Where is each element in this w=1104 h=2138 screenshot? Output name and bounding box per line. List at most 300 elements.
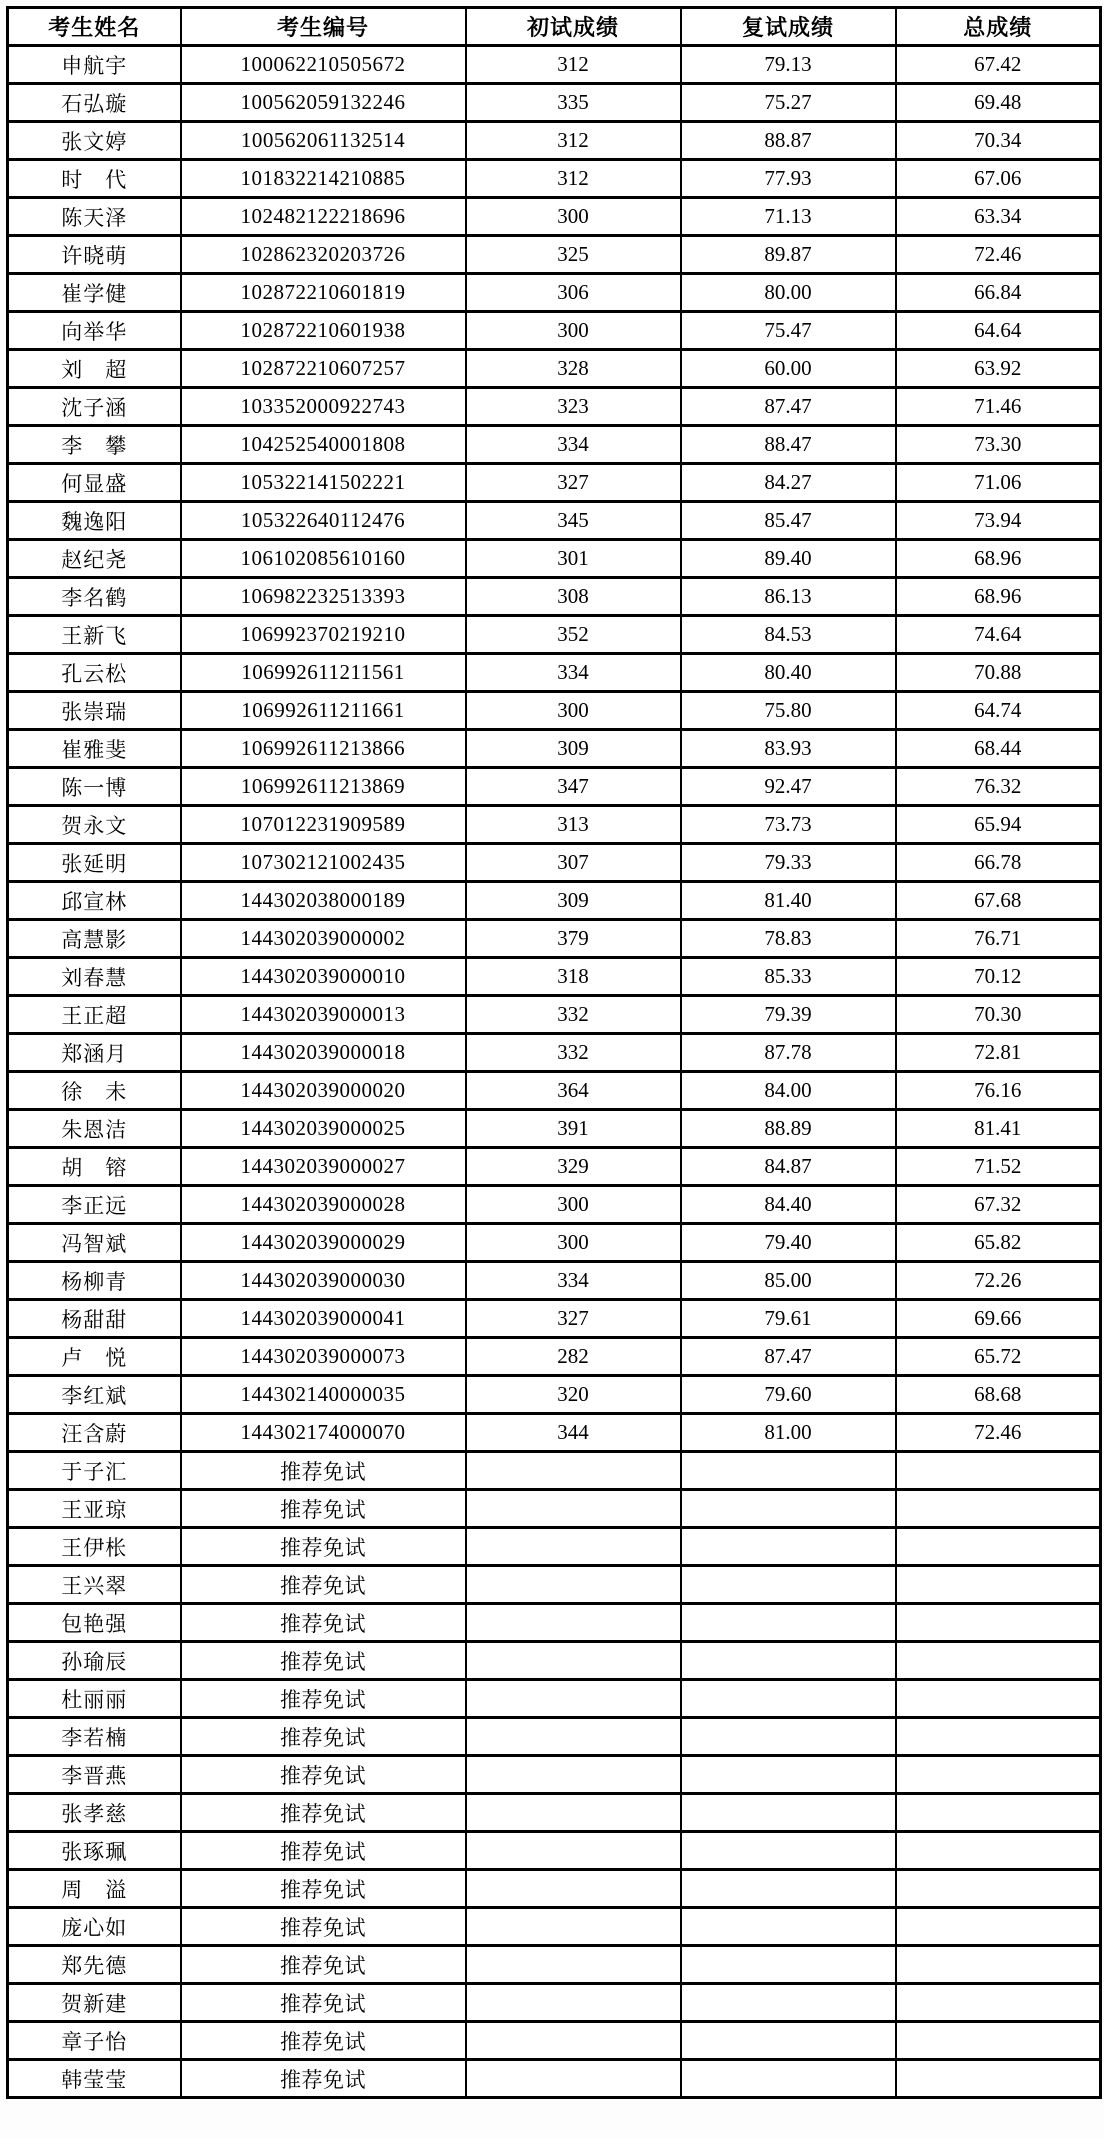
initial-score-cell: 300	[466, 1186, 681, 1224]
candidate-no-cell: 102872210607257	[181, 350, 466, 388]
candidate-no-cell: 105322141502221	[181, 464, 466, 502]
candidate-name-cell: 张文婷	[8, 122, 181, 160]
initial-score-cell: 300	[466, 198, 681, 236]
candidate-no-cell: 144302140000035	[181, 1376, 466, 1414]
initial-score-cell: 306	[466, 274, 681, 312]
initial-score-cell: 282	[466, 1338, 681, 1376]
table-row	[8, 692, 1101, 730]
candidate-name-cell: 章子怡	[8, 2022, 181, 2060]
candidate-name-cell: 徐 未	[8, 1072, 181, 1110]
table-row	[8, 1718, 1101, 1756]
initial-score-cell: 309	[466, 730, 681, 768]
table-row	[8, 426, 1101, 464]
total-score-cell	[896, 1452, 1101, 1490]
initial-score-cell	[466, 1490, 681, 1528]
table-row	[8, 1110, 1101, 1148]
total-score-cell	[896, 1528, 1101, 1566]
candidate-name-cell: 邱宣林	[8, 882, 181, 920]
retest-score-cell: 83.93	[681, 730, 896, 768]
candidate-no-cell: 102862320203726	[181, 236, 466, 274]
candidate-name-cell: 许晓萌	[8, 236, 181, 274]
total-score-cell: 68.96	[896, 540, 1101, 578]
total-score-cell	[896, 1794, 1101, 1832]
candidate-name-cell: 郑先德	[8, 1946, 181, 1984]
initial-score-cell	[466, 1452, 681, 1490]
candidate-no-cell: 144302039000010	[181, 958, 466, 996]
candidate-no-cell: 144302039000002	[181, 920, 466, 958]
table-row	[8, 312, 1101, 350]
retest-score-cell: 81.00	[681, 1414, 896, 1452]
candidate-no-cell: 107012231909589	[181, 806, 466, 844]
candidate-name-cell: 李正远	[8, 1186, 181, 1224]
initial-score-cell: 312	[466, 160, 681, 198]
retest-score-cell	[681, 1452, 896, 1490]
candidate-name-cell: 杨甜甜	[8, 1300, 181, 1338]
table-row	[8, 2022, 1101, 2060]
candidate-name-cell: 包艳强	[8, 1604, 181, 1642]
total-score-cell	[896, 1566, 1101, 1604]
table-row	[8, 1338, 1101, 1376]
header-retest-score: 复试成绩	[681, 8, 896, 46]
initial-score-cell: 309	[466, 882, 681, 920]
candidate-no-cell: 推荐免试	[181, 1718, 466, 1756]
candidate-no-cell: 144302039000029	[181, 1224, 466, 1262]
initial-score-cell: 334	[466, 654, 681, 692]
retest-score-cell: 79.13	[681, 46, 896, 84]
initial-score-cell: 334	[466, 426, 681, 464]
initial-score-cell: 308	[466, 578, 681, 616]
retest-score-cell	[681, 2022, 896, 2060]
candidate-name-cell: 向举华	[8, 312, 181, 350]
retest-score-cell: 71.13	[681, 198, 896, 236]
initial-score-cell: 320	[466, 1376, 681, 1414]
table-row	[8, 46, 1101, 84]
table-row	[8, 198, 1101, 236]
candidate-name-cell: 李红斌	[8, 1376, 181, 1414]
candidate-name-cell: 孔云松	[8, 654, 181, 692]
candidate-name-cell: 王伊枨	[8, 1528, 181, 1566]
initial-score-cell: 312	[466, 122, 681, 160]
table-row	[8, 844, 1101, 882]
total-score-cell: 71.52	[896, 1148, 1101, 1186]
retest-score-cell	[681, 1642, 896, 1680]
total-score-cell	[896, 2022, 1101, 2060]
initial-score-cell: 332	[466, 1034, 681, 1072]
candidate-no-cell: 102872210601819	[181, 274, 466, 312]
retest-score-cell: 79.33	[681, 844, 896, 882]
retest-score-cell	[681, 1870, 896, 1908]
table-row	[8, 958, 1101, 996]
initial-score-cell	[466, 1832, 681, 1870]
candidate-name-cell: 王新飞	[8, 616, 181, 654]
candidate-no-cell: 144302039000073	[181, 1338, 466, 1376]
initial-score-cell: 323	[466, 388, 681, 426]
candidate-no-cell: 推荐免试	[181, 1604, 466, 1642]
table-row	[8, 84, 1101, 122]
candidate-no-cell: 105322640112476	[181, 502, 466, 540]
candidate-no-cell: 推荐免试	[181, 1870, 466, 1908]
candidate-no-cell: 106982232513393	[181, 578, 466, 616]
scores-table	[6, 6, 1102, 2099]
total-score-cell: 70.34	[896, 122, 1101, 160]
table-row	[8, 122, 1101, 160]
candidate-name-cell: 杜丽丽	[8, 1680, 181, 1718]
initial-score-cell	[466, 1718, 681, 1756]
table-row	[8, 1984, 1101, 2022]
candidate-name-cell: 张琢珮	[8, 1832, 181, 1870]
candidate-name-cell: 李名鹤	[8, 578, 181, 616]
table-row	[8, 654, 1101, 692]
candidate-name-cell: 魏逸阳	[8, 502, 181, 540]
candidate-no-cell: 144302039000030	[181, 1262, 466, 1300]
retest-score-cell	[681, 1604, 896, 1642]
retest-score-cell: 81.40	[681, 882, 896, 920]
candidate-name-cell: 何显盛	[8, 464, 181, 502]
initial-score-cell	[466, 1680, 681, 1718]
retest-score-cell	[681, 1756, 896, 1794]
initial-score-cell	[466, 1870, 681, 1908]
table-row	[8, 768, 1101, 806]
retest-score-cell	[681, 1946, 896, 1984]
total-score-cell: 76.16	[896, 1072, 1101, 1110]
retest-score-cell: 87.47	[681, 1338, 896, 1376]
total-score-cell: 66.84	[896, 274, 1101, 312]
table-row	[8, 996, 1101, 1034]
initial-score-cell: 300	[466, 312, 681, 350]
table-row	[8, 1908, 1101, 1946]
initial-score-cell	[466, 1528, 681, 1566]
total-score-cell: 67.32	[896, 1186, 1101, 1224]
table-row	[8, 1756, 1101, 1794]
table-row	[8, 388, 1101, 426]
total-score-cell: 64.74	[896, 692, 1101, 730]
total-score-cell: 63.34	[896, 198, 1101, 236]
retest-score-cell: 79.40	[681, 1224, 896, 1262]
total-score-cell: 73.94	[896, 502, 1101, 540]
retest-score-cell: 84.40	[681, 1186, 896, 1224]
candidate-no-cell: 107302121002435	[181, 844, 466, 882]
total-score-cell: 65.82	[896, 1224, 1101, 1262]
initial-score-cell	[466, 2022, 681, 2060]
total-score-cell	[896, 1490, 1101, 1528]
total-score-cell: 67.68	[896, 882, 1101, 920]
initial-score-cell: 332	[466, 996, 681, 1034]
candidate-name-cell: 王亚琼	[8, 1490, 181, 1528]
total-score-cell: 64.64	[896, 312, 1101, 350]
total-score-cell: 72.26	[896, 1262, 1101, 1300]
candidate-no-cell: 144302039000028	[181, 1186, 466, 1224]
retest-score-cell: 88.87	[681, 122, 896, 160]
candidate-no-cell: 100562059132246	[181, 84, 466, 122]
total-score-cell: 81.41	[896, 1110, 1101, 1148]
table-row	[8, 160, 1101, 198]
total-score-cell	[896, 1946, 1101, 1984]
candidate-name-cell: 朱恩洁	[8, 1110, 181, 1148]
table-row	[8, 1528, 1101, 1566]
retest-score-cell: 85.00	[681, 1262, 896, 1300]
candidate-name-cell: 冯智斌	[8, 1224, 181, 1262]
candidate-no-cell: 101832214210885	[181, 160, 466, 198]
table-row	[8, 1870, 1101, 1908]
retest-score-cell	[681, 1528, 896, 1566]
candidate-name-cell: 李 攀	[8, 426, 181, 464]
table-row	[8, 1376, 1101, 1414]
initial-score-cell	[466, 1756, 681, 1794]
total-score-cell: 65.94	[896, 806, 1101, 844]
candidate-no-cell: 推荐免试	[181, 2060, 466, 2098]
table-row	[8, 502, 1101, 540]
table-row	[8, 540, 1101, 578]
candidate-no-cell: 144302039000013	[181, 996, 466, 1034]
candidate-name-cell: 崔雅斐	[8, 730, 181, 768]
retest-score-cell	[681, 1680, 896, 1718]
retest-score-cell: 75.27	[681, 84, 896, 122]
total-score-cell	[896, 1984, 1101, 2022]
retest-score-cell: 75.80	[681, 692, 896, 730]
candidate-no-cell: 106992611213866	[181, 730, 466, 768]
table-row	[8, 1224, 1101, 1262]
candidate-no-cell: 推荐免试	[181, 1490, 466, 1528]
initial-score-cell: 301	[466, 540, 681, 578]
candidate-no-cell: 104252540001808	[181, 426, 466, 464]
total-score-cell: 69.66	[896, 1300, 1101, 1338]
total-score-cell	[896, 1680, 1101, 1718]
table-body	[8, 46, 1101, 2098]
candidate-no-cell: 推荐免试	[181, 1756, 466, 1794]
total-score-cell	[896, 2060, 1101, 2098]
retest-score-cell	[681, 2060, 896, 2098]
initial-score-cell	[466, 1794, 681, 1832]
table-row	[8, 1490, 1101, 1528]
initial-score-cell: 318	[466, 958, 681, 996]
table-row	[8, 882, 1101, 920]
header-total-score: 总成绩	[896, 8, 1101, 46]
table-row	[8, 1946, 1101, 1984]
candidate-no-cell: 推荐免试	[181, 1832, 466, 1870]
candidate-no-cell: 100562061132514	[181, 122, 466, 160]
candidate-name-cell: 韩莹莹	[8, 2060, 181, 2098]
total-score-cell	[896, 1756, 1101, 1794]
header-initial-score: 初试成绩	[466, 8, 681, 46]
total-score-cell: 65.72	[896, 1338, 1101, 1376]
candidate-no-cell: 推荐免试	[181, 1642, 466, 1680]
retest-score-cell: 80.40	[681, 654, 896, 692]
initial-score-cell	[466, 1984, 681, 2022]
candidate-name-cell: 李晋燕	[8, 1756, 181, 1794]
retest-score-cell: 84.53	[681, 616, 896, 654]
initial-score-cell: 352	[466, 616, 681, 654]
table-row	[8, 1186, 1101, 1224]
table-row	[8, 274, 1101, 312]
candidate-name-cell: 刘春慧	[8, 958, 181, 996]
retest-score-cell: 77.93	[681, 160, 896, 198]
candidate-name-cell: 胡 镕	[8, 1148, 181, 1186]
retest-score-cell: 84.27	[681, 464, 896, 502]
candidate-name-cell: 贺新建	[8, 1984, 181, 2022]
retest-score-cell: 79.39	[681, 996, 896, 1034]
retest-score-cell	[681, 1908, 896, 1946]
candidate-name-cell: 刘 超	[8, 350, 181, 388]
initial-score-cell	[466, 1642, 681, 1680]
candidate-no-cell: 144302039000027	[181, 1148, 466, 1186]
retest-score-cell: 85.33	[681, 958, 896, 996]
retest-score-cell: 89.40	[681, 540, 896, 578]
retest-score-cell	[681, 1794, 896, 1832]
initial-score-cell	[466, 2060, 681, 2098]
table-row	[8, 1642, 1101, 1680]
initial-score-cell: 300	[466, 1224, 681, 1262]
candidate-no-cell: 推荐免试	[181, 1946, 466, 1984]
retest-score-cell: 89.87	[681, 236, 896, 274]
candidate-no-cell: 106992611211561	[181, 654, 466, 692]
total-score-cell: 72.81	[896, 1034, 1101, 1072]
table-row	[8, 806, 1101, 844]
table-row	[8, 464, 1101, 502]
table-row	[8, 1604, 1101, 1642]
table-row	[8, 616, 1101, 654]
candidate-name-cell: 高慧影	[8, 920, 181, 958]
total-score-cell: 73.30	[896, 426, 1101, 464]
candidate-name-cell: 张延明	[8, 844, 181, 882]
initial-score-cell: 329	[466, 1148, 681, 1186]
table-row	[8, 1794, 1101, 1832]
candidate-name-cell: 崔学健	[8, 274, 181, 312]
candidate-name-cell: 王兴翠	[8, 1566, 181, 1604]
table-row	[8, 1452, 1101, 1490]
table-row	[8, 730, 1101, 768]
header-row	[8, 8, 1101, 46]
retest-score-cell: 80.00	[681, 274, 896, 312]
header-candidate-no: 考生编号	[181, 8, 466, 46]
initial-score-cell: 347	[466, 768, 681, 806]
total-score-cell: 68.96	[896, 578, 1101, 616]
retest-score-cell: 84.87	[681, 1148, 896, 1186]
retest-score-cell: 60.00	[681, 350, 896, 388]
initial-score-cell: 344	[466, 1414, 681, 1452]
candidate-name-cell: 王正超	[8, 996, 181, 1034]
candidate-no-cell: 102482122218696	[181, 198, 466, 236]
total-score-cell	[896, 1908, 1101, 1946]
candidate-no-cell: 106992611213869	[181, 768, 466, 806]
candidate-no-cell: 100062210505672	[181, 46, 466, 84]
retest-score-cell: 73.73	[681, 806, 896, 844]
retest-score-cell: 84.00	[681, 1072, 896, 1110]
total-score-cell: 76.32	[896, 768, 1101, 806]
candidate-name-cell: 申航宇	[8, 46, 181, 84]
candidate-no-cell: 144302039000020	[181, 1072, 466, 1110]
candidate-no-cell: 144302038000189	[181, 882, 466, 920]
candidate-no-cell: 推荐免试	[181, 1566, 466, 1604]
total-score-cell: 74.64	[896, 616, 1101, 654]
candidate-name-cell: 赵纪尧	[8, 540, 181, 578]
candidate-no-cell: 103352000922743	[181, 388, 466, 426]
initial-score-cell	[466, 1604, 681, 1642]
table-row	[8, 2060, 1101, 2098]
initial-score-cell: 391	[466, 1110, 681, 1148]
candidate-name-cell: 卢 悦	[8, 1338, 181, 1376]
total-score-cell	[896, 1870, 1101, 1908]
retest-score-cell: 75.47	[681, 312, 896, 350]
total-score-cell	[896, 1604, 1101, 1642]
total-score-cell: 66.78	[896, 844, 1101, 882]
initial-score-cell: 335	[466, 84, 681, 122]
initial-score-cell: 328	[466, 350, 681, 388]
table-row	[8, 1034, 1101, 1072]
total-score-cell: 72.46	[896, 236, 1101, 274]
candidate-name-cell: 于子汇	[8, 1452, 181, 1490]
candidate-name-cell: 沈子涵	[8, 388, 181, 426]
initial-score-cell: 327	[466, 464, 681, 502]
candidate-no-cell: 144302174000070	[181, 1414, 466, 1452]
table-row	[8, 1832, 1101, 1870]
candidate-name-cell: 李若楠	[8, 1718, 181, 1756]
total-score-cell	[896, 1832, 1101, 1870]
candidate-no-cell: 推荐免试	[181, 1794, 466, 1832]
retest-score-cell	[681, 1490, 896, 1528]
candidate-no-cell: 推荐免试	[181, 1680, 466, 1718]
initial-score-cell	[466, 1946, 681, 1984]
initial-score-cell: 307	[466, 844, 681, 882]
candidate-name-cell: 汪含蔚	[8, 1414, 181, 1452]
table-row	[8, 236, 1101, 274]
candidate-no-cell: 144302039000041	[181, 1300, 466, 1338]
candidate-name-cell: 陈一博	[8, 768, 181, 806]
total-score-cell: 68.44	[896, 730, 1101, 768]
candidate-no-cell: 推荐免试	[181, 1984, 466, 2022]
table-row	[8, 1148, 1101, 1186]
candidate-name-cell: 郑涵月	[8, 1034, 181, 1072]
table-row	[8, 1566, 1101, 1604]
total-score-cell: 69.48	[896, 84, 1101, 122]
total-score-cell	[896, 1642, 1101, 1680]
table-row	[8, 920, 1101, 958]
total-score-cell: 70.12	[896, 958, 1101, 996]
retest-score-cell: 87.78	[681, 1034, 896, 1072]
candidate-name-cell: 张孝慈	[8, 1794, 181, 1832]
initial-score-cell: 334	[466, 1262, 681, 1300]
retest-score-cell	[681, 1718, 896, 1756]
table-row	[8, 1072, 1101, 1110]
initial-score-cell: 364	[466, 1072, 681, 1110]
retest-score-cell	[681, 1566, 896, 1604]
total-score-cell: 71.06	[896, 464, 1101, 502]
total-score-cell: 67.42	[896, 46, 1101, 84]
initial-score-cell	[466, 1566, 681, 1604]
candidate-name-cell: 时 代	[8, 160, 181, 198]
retest-score-cell: 79.60	[681, 1376, 896, 1414]
total-score-cell: 71.46	[896, 388, 1101, 426]
candidate-no-cell: 102872210601938	[181, 312, 466, 350]
candidate-no-cell: 144302039000025	[181, 1110, 466, 1148]
retest-score-cell	[681, 1832, 896, 1870]
initial-score-cell: 300	[466, 692, 681, 730]
candidate-no-cell: 144302039000018	[181, 1034, 466, 1072]
candidate-name-cell: 孙瑜辰	[8, 1642, 181, 1680]
candidate-name-cell: 贺永文	[8, 806, 181, 844]
retest-score-cell: 78.83	[681, 920, 896, 958]
retest-score-cell: 88.47	[681, 426, 896, 464]
candidate-name-cell: 杨柳青	[8, 1262, 181, 1300]
table-row	[8, 1300, 1101, 1338]
candidate-no-cell: 推荐免试	[181, 1908, 466, 1946]
total-score-cell: 72.46	[896, 1414, 1101, 1452]
table-row	[8, 1680, 1101, 1718]
initial-score-cell: 327	[466, 1300, 681, 1338]
table-row	[8, 350, 1101, 388]
candidate-no-cell: 106992370219210	[181, 616, 466, 654]
table-row	[8, 1414, 1101, 1452]
total-score-cell: 70.88	[896, 654, 1101, 692]
